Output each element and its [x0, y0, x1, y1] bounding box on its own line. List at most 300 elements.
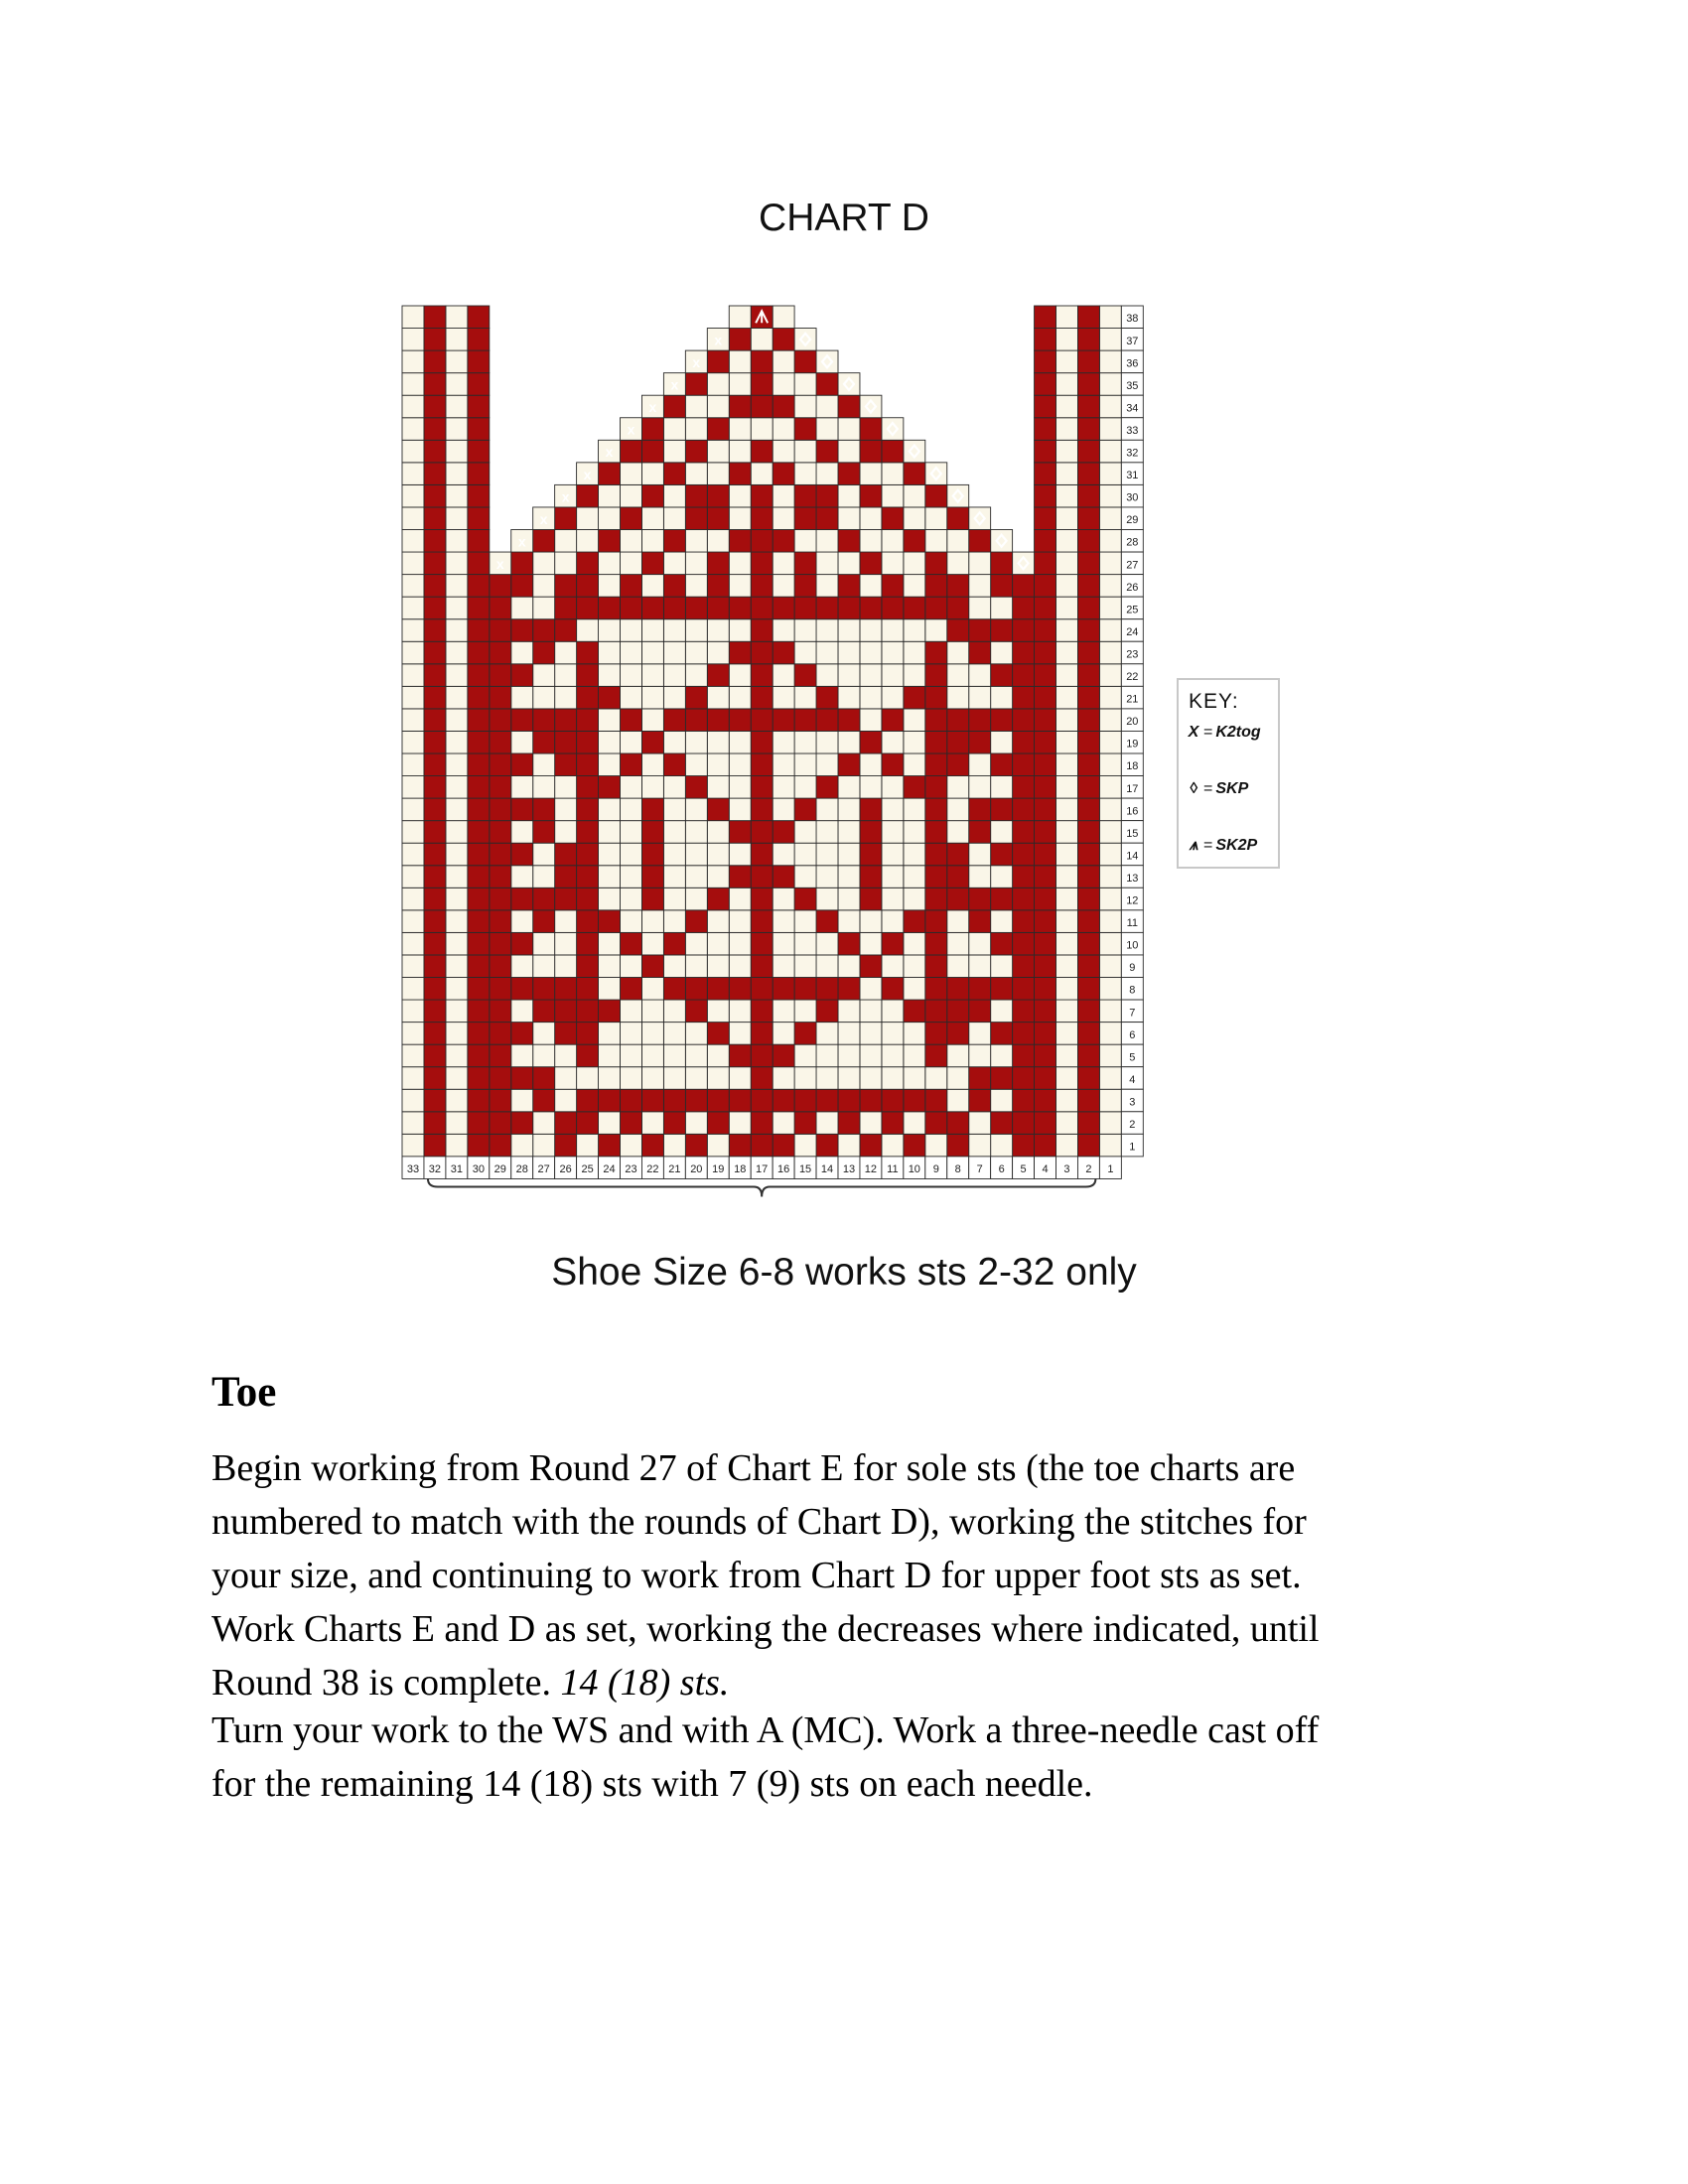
- chart-cell: [468, 463, 490, 485]
- chart-cell: [838, 575, 860, 598]
- chart-cell: [533, 664, 555, 687]
- chart-cell: [402, 463, 424, 485]
- stitch-number-label: 2: [1085, 1163, 1092, 1176]
- chart-cell: [947, 1134, 969, 1157]
- chart-cell: [446, 1044, 468, 1067]
- stitch-number-label: 29: [493, 1163, 506, 1176]
- chart-cell: [533, 1044, 555, 1067]
- chart-cell: [816, 1000, 838, 1023]
- chart-cell: [751, 641, 773, 664]
- chart-cell: [468, 530, 490, 553]
- round-number-label: 19: [1126, 738, 1139, 751]
- chart-cell: [577, 753, 599, 776]
- chart-cell: [663, 597, 685, 619]
- chart-cell: [533, 798, 555, 821]
- chart-cell: [729, 910, 751, 933]
- chart-cell: [446, 843, 468, 866]
- chart-cell: [860, 731, 882, 753]
- chart-cell: [490, 955, 511, 978]
- chart-cell: [947, 709, 969, 732]
- chart-cell: [991, 664, 1013, 687]
- chart-cell: [1056, 887, 1078, 910]
- chart-cell: [1099, 373, 1121, 396]
- chart-cell: [969, 641, 991, 664]
- chart-cell: [773, 1134, 794, 1157]
- chart-cell: [969, 552, 991, 575]
- chart-cell: [424, 1023, 446, 1045]
- chart-cell: [402, 440, 424, 463]
- chart-cell: [663, 910, 685, 933]
- stitch-number-label: 15: [798, 1163, 812, 1176]
- chart-cell: [663, 955, 685, 978]
- chart-caption: Shoe Size 6-8 works sts 2-32 only: [551, 1251, 1137, 1294]
- chart-cell: [599, 776, 621, 799]
- chart-cell: [1013, 798, 1035, 821]
- chart-cell: [794, 955, 816, 978]
- chart-cell: [707, 709, 729, 732]
- chart-cell: [904, 821, 925, 844]
- chart-cell: [1077, 463, 1099, 485]
- round-number-label: 32: [1126, 447, 1139, 460]
- chart-cell: [402, 731, 424, 753]
- key-label-k2tog: K2tog: [1215, 724, 1261, 741]
- chart-cell: [1056, 1023, 1078, 1045]
- chart-cell: [685, 1000, 707, 1023]
- chart-cell: [1099, 798, 1121, 821]
- k2tog-symbol-icon: x: [517, 533, 526, 550]
- chart-cell: [904, 1089, 925, 1112]
- chart-cell: [729, 798, 751, 821]
- chart-cell: [446, 866, 468, 888]
- chart-cell: [1056, 910, 1078, 933]
- chart-cell: [446, 1089, 468, 1112]
- chart-cell: [947, 753, 969, 776]
- chart-cell: [882, 463, 904, 485]
- chart-cell: [577, 664, 599, 687]
- key-item-skp: ◊ = SKP: [1187, 780, 1248, 798]
- chart-cell: [773, 463, 794, 485]
- round-number-label: 30: [1126, 491, 1139, 504]
- chart-cell: [1035, 753, 1056, 776]
- chart-cell: [882, 664, 904, 687]
- chart-cell: [729, 552, 751, 575]
- chart-cell: [794, 575, 816, 598]
- chart-cell: [446, 507, 468, 530]
- stitch-number-label: 24: [603, 1163, 616, 1176]
- chart-cell: [838, 418, 860, 441]
- chart-cell: [555, 619, 577, 642]
- chart-cell: [816, 619, 838, 642]
- chart-cell: [860, 932, 882, 955]
- chart-cell: [641, 484, 663, 507]
- chart-cell: [1035, 978, 1056, 1001]
- chart-cell: [882, 843, 904, 866]
- chart-cell: [621, 1023, 642, 1045]
- chart-cell: [1013, 619, 1035, 642]
- chart-cell: [773, 955, 794, 978]
- chart-cell: [621, 955, 642, 978]
- chart-cell: [751, 619, 773, 642]
- chart-cell: [577, 552, 599, 575]
- chart-cell: [685, 373, 707, 396]
- chart-cell: [424, 1044, 446, 1067]
- chart-cell: [1077, 753, 1099, 776]
- chart-cell: [577, 1112, 599, 1135]
- chart-cell: [446, 709, 468, 732]
- chart-cell: [816, 798, 838, 821]
- chart-cell: [1077, 910, 1099, 933]
- chart-cell: [860, 910, 882, 933]
- chart-cell: [1013, 1000, 1035, 1023]
- key-item-sk2p: ⩚ = SK2P: [1187, 837, 1257, 855]
- chart-cell: [816, 484, 838, 507]
- chart-cell: [663, 821, 685, 844]
- chart-cell: [402, 552, 424, 575]
- chart-cell: [707, 575, 729, 598]
- chart-cell: [882, 530, 904, 553]
- chart-cell: [1035, 1044, 1056, 1067]
- chart-cell: [663, 530, 685, 553]
- chart-cell: [446, 686, 468, 709]
- chart-cell: [947, 866, 969, 888]
- chart-cell: [468, 709, 490, 732]
- chart-cell: [402, 306, 424, 329]
- chart-cell: [707, 1044, 729, 1067]
- chart-cell: [1035, 932, 1056, 955]
- chart-cell: [641, 1089, 663, 1112]
- stitch-number-label: 30: [472, 1163, 485, 1176]
- k2tog-symbol-icon: x: [561, 488, 570, 505]
- chart-cell: [468, 484, 490, 507]
- chart-cell: [1099, 932, 1121, 955]
- chart-cell: [424, 932, 446, 955]
- chart-cell: [468, 1000, 490, 1023]
- chart-cell: [991, 1023, 1013, 1045]
- stitch-number-label: 31: [450, 1163, 464, 1176]
- chart-cell: [599, 575, 621, 598]
- chart-cell: [751, 731, 773, 753]
- chart-cell: [1077, 552, 1099, 575]
- chart-cell: [663, 418, 685, 441]
- chart-cell: [707, 641, 729, 664]
- chart-cell: [969, 709, 991, 732]
- chart-cell: [1035, 641, 1056, 664]
- chart-cell: [555, 507, 577, 530]
- chart-cell: [816, 910, 838, 933]
- chart-cell: [446, 484, 468, 507]
- chart-cell: [1077, 932, 1099, 955]
- chart-cell: [599, 507, 621, 530]
- stitch-number-label: 27: [537, 1163, 550, 1176]
- chart-cell: [446, 798, 468, 821]
- chart-cell: [904, 1023, 925, 1045]
- chart-cell: [468, 1044, 490, 1067]
- chart-cell: [424, 821, 446, 844]
- chart-cell: [969, 1134, 991, 1157]
- chart-cell: [1056, 1089, 1078, 1112]
- chart-cell: [663, 440, 685, 463]
- chart-cell: [1077, 350, 1099, 373]
- chart-cell: [424, 395, 446, 418]
- chart-cell: [1056, 373, 1078, 396]
- chart-cell: [1013, 1134, 1035, 1157]
- chart-cell: [599, 1112, 621, 1135]
- chart-cell: [925, 843, 947, 866]
- chart-cell: [860, 552, 882, 575]
- chart-cell: [555, 1000, 577, 1023]
- chart-cell: [707, 1089, 729, 1112]
- chart-cell: [599, 821, 621, 844]
- chart-cell: [641, 664, 663, 687]
- chart-cell: [468, 1089, 490, 1112]
- chart-cell: [860, 798, 882, 821]
- chart-cell: [838, 484, 860, 507]
- round-number-label: 20: [1126, 716, 1139, 729]
- chart-cell: [1056, 575, 1078, 598]
- chart-cell: [925, 1112, 947, 1135]
- chart-cell: [468, 575, 490, 598]
- chart-cell: [991, 753, 1013, 776]
- chart-cell: [751, 1134, 773, 1157]
- text-line: Begin working from Round 27 of Chart E for sole sts (the toe charts are: [211, 1447, 1296, 1489]
- chart-cell: [838, 597, 860, 619]
- chart-cell: [1077, 1044, 1099, 1067]
- chart-cell: [685, 887, 707, 910]
- chart-cell: [794, 1044, 816, 1067]
- chart-cell: [577, 955, 599, 978]
- chart-cell: [490, 753, 511, 776]
- chart-cell: [925, 619, 947, 642]
- chart-cell: [621, 463, 642, 485]
- chart-cell: [468, 1134, 490, 1157]
- chart-cell: [1013, 686, 1035, 709]
- chart-cell: [707, 1023, 729, 1045]
- chart-cell: [860, 619, 882, 642]
- chart-cell: [468, 910, 490, 933]
- text-line: for the remaining 14 (18) sts with 7 (9) sts on each needle.: [211, 1763, 1093, 1805]
- chart-cell: [904, 619, 925, 642]
- chart-cell: [663, 484, 685, 507]
- round-number-label: 34: [1126, 402, 1139, 415]
- chart-cell: [1056, 350, 1078, 373]
- chart-cell: [446, 463, 468, 485]
- chart-cell: [773, 709, 794, 732]
- chart-cell: [424, 776, 446, 799]
- stitch-number-label: 1: [1107, 1163, 1114, 1176]
- chart-cell: [468, 552, 490, 575]
- chart-cell: [816, 1089, 838, 1112]
- chart-cell: [773, 910, 794, 933]
- chart-cell: [1013, 1112, 1035, 1135]
- chart-cell: [816, 373, 838, 396]
- chart-cell: [402, 1044, 424, 1067]
- chart-cell: [468, 955, 490, 978]
- chart-cell: [555, 686, 577, 709]
- chart-cell: [533, 1134, 555, 1157]
- chart-cell: [904, 463, 925, 485]
- chart-cell: [838, 1089, 860, 1112]
- chart-cell: [707, 843, 729, 866]
- chart-cell: [555, 1134, 577, 1157]
- k2tog-symbol-icon: x: [605, 444, 614, 461]
- chart-cell: [1056, 440, 1078, 463]
- chart-cell: [773, 1067, 794, 1090]
- chart-cell: [424, 664, 446, 687]
- k2tog-symbol-icon: x: [648, 399, 657, 416]
- chart-cell: [446, 329, 468, 351]
- chart-cell: [599, 1134, 621, 1157]
- chart-cell: [860, 530, 882, 553]
- chart-cell: [402, 350, 424, 373]
- chart-cell: [860, 1000, 882, 1023]
- chart-cell: [533, 597, 555, 619]
- chart-cell: [991, 932, 1013, 955]
- chart-cell: [947, 1067, 969, 1090]
- chart-cell: [838, 887, 860, 910]
- chart-cell: [621, 575, 642, 598]
- chart-cell: [599, 798, 621, 821]
- chart-cell: [1077, 664, 1099, 687]
- chart-cell: [904, 843, 925, 866]
- chart-cell: [621, 1000, 642, 1023]
- chart-cell: [729, 440, 751, 463]
- chart-cell: [794, 418, 816, 441]
- chart-cell: [860, 866, 882, 888]
- chart-cell: [641, 1067, 663, 1090]
- chart-cell: [729, 978, 751, 1001]
- chart-cell: [991, 1134, 1013, 1157]
- chart-cell: [773, 776, 794, 799]
- sk2p-symbol-icon: ⩚: [1189, 837, 1198, 854]
- chart-cell: [904, 910, 925, 933]
- stitch-number-label: 33: [406, 1163, 420, 1176]
- chart-cell: [1056, 530, 1078, 553]
- chart-cell: [490, 1044, 511, 1067]
- chart-cell: [468, 597, 490, 619]
- chart-cell: [511, 821, 533, 844]
- chart-cell: [402, 641, 424, 664]
- round-number-label: 7: [1129, 1007, 1136, 1020]
- chart-cell: [729, 619, 751, 642]
- chart-cell: [1056, 463, 1078, 485]
- chart-cell: [468, 843, 490, 866]
- chart-cell: [446, 1000, 468, 1023]
- chart-cell: [1099, 530, 1121, 553]
- stitch-number-label: 22: [646, 1163, 659, 1176]
- chart-cell: [641, 887, 663, 910]
- chart-cell: [424, 753, 446, 776]
- chart-cell: [621, 530, 642, 553]
- k2tog-symbol-icon: x: [627, 421, 635, 438]
- chart-cell: [816, 866, 838, 888]
- chart-cell: [904, 1044, 925, 1067]
- chart-cell: [490, 1067, 511, 1090]
- chart-cell: [1077, 709, 1099, 732]
- chart-cell: [424, 866, 446, 888]
- chart-cell: [991, 843, 1013, 866]
- chart-cell: [424, 955, 446, 978]
- chart-cell: [794, 597, 816, 619]
- chart-cell: [402, 866, 424, 888]
- round-number-label: 3: [1129, 1096, 1136, 1109]
- stitch-number-label: 17: [756, 1163, 769, 1176]
- chart-cell: [816, 932, 838, 955]
- chart-cell: [904, 887, 925, 910]
- chart-cell: [424, 440, 446, 463]
- chart-cell: [751, 1000, 773, 1023]
- chart-cell: [1013, 597, 1035, 619]
- chart-cell: [555, 530, 577, 553]
- chart-cell: [577, 530, 599, 553]
- chart-cell: [685, 843, 707, 866]
- stitch-number-label: 8: [954, 1163, 961, 1176]
- chart-cell: [446, 753, 468, 776]
- chart-cell: [533, 932, 555, 955]
- chart-cell: [1013, 709, 1035, 732]
- chart-cell: [794, 1089, 816, 1112]
- chart-cell: [882, 1067, 904, 1090]
- chart-cell: [773, 1000, 794, 1023]
- chart-cell: [751, 955, 773, 978]
- chart-cell: [947, 686, 969, 709]
- toe-paragraph-2: [211, 1704, 1502, 1811]
- chart-cell: [794, 641, 816, 664]
- chart-cell: [751, 1023, 773, 1045]
- chart-cell: [1056, 552, 1078, 575]
- chart-cell: [685, 1067, 707, 1090]
- chart-cell: [794, 978, 816, 1001]
- chart-cell: [816, 552, 838, 575]
- chart-cell: [1056, 978, 1078, 1001]
- chart-cell: [947, 731, 969, 753]
- chart-cell: [838, 641, 860, 664]
- chart-cell: [511, 1067, 533, 1090]
- chart-cell: [402, 1067, 424, 1090]
- round-number-label: 8: [1129, 984, 1136, 997]
- chart-cell: [838, 552, 860, 575]
- chart-cell: [533, 887, 555, 910]
- chart-cell: [925, 1044, 947, 1067]
- chart-cell: [641, 1112, 663, 1135]
- chart-cell: [621, 932, 642, 955]
- chart-cell: [490, 731, 511, 753]
- chart-cell: [969, 776, 991, 799]
- chart-cell: [424, 686, 446, 709]
- chart-cell: [641, 932, 663, 955]
- chart-cell: [773, 1044, 794, 1067]
- chart-cell: [424, 507, 446, 530]
- chart-cell: [860, 843, 882, 866]
- chart-cell: [599, 664, 621, 687]
- chart-cell: [685, 1134, 707, 1157]
- chart-cell: [599, 932, 621, 955]
- chart-cell: [533, 1023, 555, 1045]
- chart-cell: [816, 530, 838, 553]
- chart-cell: [1013, 776, 1035, 799]
- chart-cell: [925, 821, 947, 844]
- chart-cell: [424, 641, 446, 664]
- chart-cell: [599, 843, 621, 866]
- chart-cell: [468, 641, 490, 664]
- chart-cell: [729, 395, 751, 418]
- chart-key: [1177, 678, 1280, 869]
- chart-cell: [555, 1112, 577, 1135]
- chart-cell: [729, 641, 751, 664]
- stitch-number-label: 6: [998, 1163, 1005, 1176]
- chart-cell: [1077, 440, 1099, 463]
- chart-cell: [707, 798, 729, 821]
- chart-cell: [794, 709, 816, 732]
